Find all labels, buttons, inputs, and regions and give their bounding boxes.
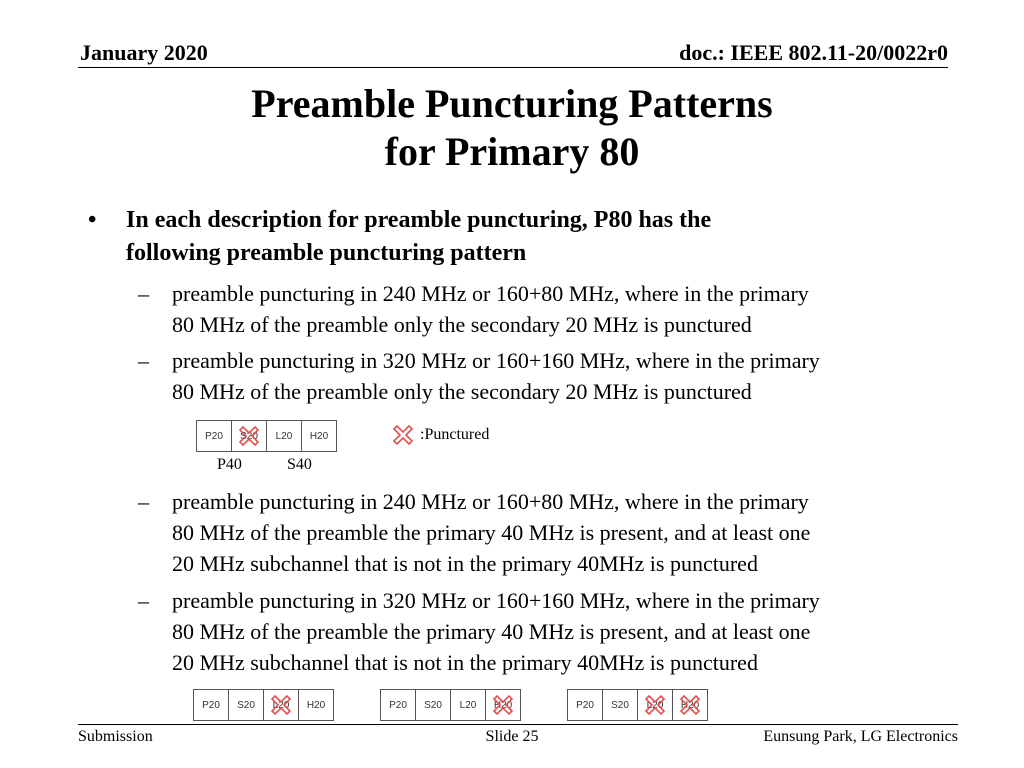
channel-cell-s20 xyxy=(229,690,264,720)
footer-author: Eunsung Park, LG Electronics xyxy=(763,728,958,745)
sub-bullet-4-line-1: preamble puncturing in 320 MHz or 160+160 MHz, where in the primary xyxy=(172,588,820,613)
sub-bullet-dash: – xyxy=(138,489,149,514)
header-rule xyxy=(78,67,948,68)
bullet-mark: • xyxy=(88,207,97,233)
channel-cell-h20 xyxy=(486,690,520,720)
main-bullet-block xyxy=(84,204,944,270)
punctured-legend xyxy=(390,422,489,448)
channel-cell-l20 xyxy=(267,421,302,451)
label-p40: P40 xyxy=(217,456,242,473)
channel-label: H20 xyxy=(309,430,329,442)
channel-label: S20 xyxy=(237,699,255,711)
slide-title-line-2: for Primary 80 xyxy=(384,129,640,174)
channel-cell-s20 xyxy=(232,421,267,451)
channel-label: P20 xyxy=(576,699,594,711)
channel-label: P20 xyxy=(202,699,220,711)
channel-cell-s20 xyxy=(603,690,638,720)
bullet-line-1: In each description for preamble puncturing, P80 has the xyxy=(126,207,712,233)
sub-bullet-1-line-1: preamble puncturing in 240 MHz or 160+80 MHz, where in the primary xyxy=(172,281,809,306)
channel-cell-l20 xyxy=(638,690,673,720)
channel-label: S20 xyxy=(424,699,442,711)
channel-label: H20 xyxy=(680,699,700,711)
channel-label: S20 xyxy=(240,430,258,442)
channel-diagram-2 xyxy=(193,689,334,721)
sub-bullet-1-line-2: 80 MHz of the preamble only the secondary 20 MHz is punctured xyxy=(172,312,752,337)
sub-bullet-4 xyxy=(138,585,928,678)
channel-label: P20 xyxy=(389,699,407,711)
channel-label: H20 xyxy=(493,699,513,711)
channel-diagram-1 xyxy=(196,420,337,452)
punctured-x-icon xyxy=(642,692,668,718)
sub-bullet-2-line-2: 80 MHz of the preamble only the secondary 20 MHz is punctured xyxy=(172,379,752,404)
main-bullet xyxy=(84,204,944,270)
slide-title-line-1: Preamble Puncturing Patterns xyxy=(251,81,773,126)
label-s40: S40 xyxy=(287,456,312,473)
legend-text: :Punctured xyxy=(420,426,490,443)
channel-label: L20 xyxy=(272,699,290,711)
channel-cell-s20 xyxy=(416,690,451,720)
channel-cell-l20 xyxy=(264,690,299,720)
channel-label: L20 xyxy=(459,699,477,711)
footer-submission: Submission xyxy=(78,728,153,745)
channel-cell-p20 xyxy=(197,421,232,451)
header-date: January 2020 xyxy=(80,40,208,65)
channel-label: P20 xyxy=(205,430,223,442)
bullet-line-2: following preamble puncturing pattern xyxy=(126,240,527,266)
sub-bullet-3-line-2: 80 MHz of the preamble the primary 40 MHz is present, and at least one xyxy=(172,520,811,545)
sub-bullet-dash: – xyxy=(138,588,149,613)
sub-bullet-4-line-2: 80 MHz of the preamble the primary 40 MHz is present, and at least one xyxy=(172,619,811,644)
channel-cell-h20 xyxy=(299,690,333,720)
channel-diagram-4 xyxy=(567,689,708,721)
channel-cell-h20 xyxy=(673,690,707,720)
footer-rule xyxy=(78,724,958,725)
channel-cell-p20 xyxy=(568,690,603,720)
channel-cell-p20 xyxy=(194,690,229,720)
punctured-x-icon xyxy=(677,692,703,718)
sub-bullet-dash: – xyxy=(138,348,149,373)
sub-bullet-3-line-3: 20 MHz subchannel that is not in the primary 40MHz is punctured xyxy=(172,551,758,576)
slide-title xyxy=(0,80,1024,176)
channel-label: H20 xyxy=(306,699,326,711)
sub-bullet-4-line-3: 20 MHz subchannel that is not in the primary 40MHz is punctured xyxy=(172,650,758,675)
punctured-x-icon xyxy=(390,422,416,448)
channel-cell-p20 xyxy=(381,690,416,720)
punctured-x-icon xyxy=(268,692,294,718)
channel-cell-h20 xyxy=(302,421,336,451)
sub-bullet-2 xyxy=(138,345,928,407)
sub-bullet-3-line-1: preamble puncturing in 240 MHz or 160+80 MHz, where in the primary xyxy=(172,489,809,514)
sub-bullet-3 xyxy=(138,486,928,579)
sub-bullet-1 xyxy=(138,278,928,340)
footer-slide-number: Slide 25 xyxy=(485,728,539,745)
sub-bullet-dash: – xyxy=(138,281,149,306)
channel-label: S20 xyxy=(611,699,629,711)
sub-bullet-2-line-1: preamble puncturing in 320 MHz or 160+160 MHz, where in the primary xyxy=(172,348,820,373)
channel-label: L20 xyxy=(646,699,664,711)
punctured-x-icon xyxy=(490,692,516,718)
punctured-x-icon xyxy=(236,423,262,449)
channel-diagram-3 xyxy=(380,689,521,721)
channel-label: L20 xyxy=(275,430,293,442)
header-doc-id: doc.: IEEE 802.11-20/0022r0 xyxy=(679,40,948,65)
channel-cell-l20 xyxy=(451,690,486,720)
